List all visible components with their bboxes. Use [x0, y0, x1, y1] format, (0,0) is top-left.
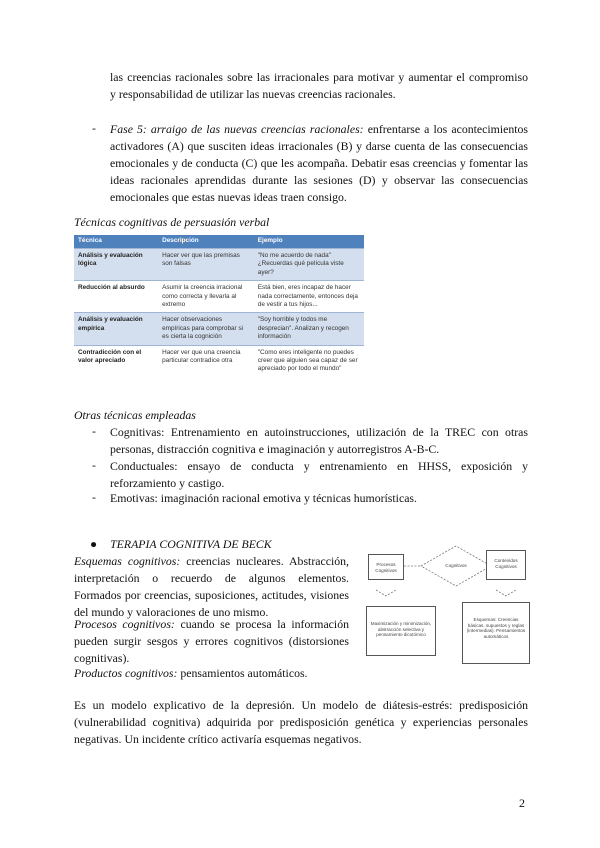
header-descripcion: Descripción — [158, 235, 254, 249]
cell-tecnica: Contradicción con el valor apreciado — [74, 345, 158, 385]
otras-item-cognitivas — [110, 424, 528, 458]
header-ejemplo: Ejemplo — [254, 235, 364, 249]
arrow-down-left-icon — [376, 590, 396, 596]
table-row — [74, 313, 364, 345]
bullet-dash: - — [92, 458, 96, 472]
cell-descripcion: Hacer observaciones empíricas para comprobar si es cierta la cognición — [158, 313, 254, 345]
techniques-table — [74, 235, 364, 385]
cell-descripcion: Asumir la creencia irracional como correcta y llevarla al extremo — [158, 281, 254, 313]
bullet-dash: - — [92, 490, 96, 504]
beck-procesos — [74, 616, 349, 667]
cell-tecnica: Análisis y evaluación empírica — [74, 313, 158, 345]
beck-productos — [74, 665, 349, 682]
otras-title: Otras técnicas empleadas — [74, 408, 196, 422]
table-header-row — [74, 235, 364, 249]
table-title: Técnicas cognitivas de persuasión verbal — [74, 215, 270, 229]
box-bottom-right: Esquemas: Creencias básicas, supuestos y reglas (intermedias). Pensamientos automáticos — [462, 602, 530, 664]
cell-descripcion: Hacer ver que una creencia particular contradice otra — [158, 345, 254, 385]
bullet-dot-icon: ● — [90, 537, 98, 551]
intro-line-1: las creencias racionales sobre las irracionales para motivar y aumentar el compromiso — [110, 70, 528, 84]
cell-ejemplo: "Como eres inteligente no puedes creer que alguien sea capaz de ser apreciado por todo el mundo" — [254, 345, 364, 385]
cell-descripcion: Hacer ver que las premisas son falsas — [158, 249, 254, 281]
beck-heading-row — [90, 536, 350, 553]
intro-paragraph — [110, 69, 528, 103]
item-label: Cognitivas: — [110, 425, 165, 439]
box-contenidos: Contenidos Cognitivos — [486, 550, 526, 580]
cell-tecnica: Análisis y evaluación lógica — [74, 249, 158, 281]
procesos-text: cuando se procesa la información pueden surgir sesgos y errores cognitivos (distorsiones cognitivas). — [74, 617, 349, 665]
phase5-text: enfrentarse a los acontecimientos activadores (A) que susciten ideas irracionales (B) y darse cuenta de las consecuencias emocionales y de conducta (C) que les acompaña. Debatir esas creencias y fomentar las ideas racionales aprendidas durante las sesiones (D) y observar las consecuencias emocionales que estas nuevas ideas traen consigo. — [110, 122, 529, 204]
cell-ejemplo: "Soy horrible y todos me desprecian". Analizan y recogen información — [254, 313, 364, 345]
item-text: ensayo de conducta y entrenamiento en HHSS, exposición y reforzamiento y castigo. — [110, 459, 528, 490]
final-paragraph: Es un modelo explicativo de la depresión. Un modelo de diátesis-estrés: predisposición (vulnerabilidad cognitiva) adquirida por predisposición genética y experiencias personales negativas. Un incidente crítico activaría esquemas negativos. — [74, 698, 528, 746]
phase5-title: Fase 5: arraigo de las nuevas creencias racionales: — [110, 122, 364, 136]
bullet-dash: - — [92, 424, 96, 438]
beck-esquemas — [74, 553, 349, 621]
bullet-dash: - — [92, 121, 96, 135]
item-label: Emotivas: — [110, 491, 158, 505]
intro-line-2: y responsabilidad de utilizar las nuevas creencias racionales. — [110, 87, 396, 101]
table-row — [74, 345, 364, 385]
arrow-down-right-icon — [496, 590, 516, 596]
productos-label: Productos cognitivos: — [74, 666, 178, 680]
beck-heading: TERAPIA COGNITIVA DE BECK — [110, 537, 272, 551]
table-row — [74, 249, 364, 281]
cell-tecnica: Reducción al absurdo — [74, 281, 158, 313]
item-text: imaginación racional emotiva y técnicas humorísticas. — [160, 491, 417, 505]
esquemas-text: creencias nucleares. Abstracción, interpretación o recuerdo de algunos elementos. Formados por creencias, suposiciones, actitudes, visiones del mundo y valoraciones de uno mismo. — [74, 554, 349, 619]
box-bottom-left: Maximización y minimización, abstracción selectiva y pensamiento dicotómico — [366, 606, 436, 656]
box-procesos: Procesos Cognitivos — [368, 554, 404, 580]
cell-ejemplo: Está bien, eres incapaz de hacer nada correctamente, entonces deja de vestir a tus hijos... — [254, 281, 364, 313]
phase5-paragraph — [110, 121, 528, 206]
table-row — [74, 281, 364, 313]
item-text: Entrenamiento en autoinstrucciones, utilización de la TREC con otras personas, distracción cognitiva e imaginación y autorregistros A-B-C. — [110, 425, 528, 456]
header-tecnica: Técnica — [74, 235, 158, 249]
productos-text: pensamientos automáticos. — [180, 666, 308, 680]
otras-item-emotivas — [110, 490, 528, 507]
otras-item-conductuales — [110, 458, 528, 492]
esquemas-label: Esquemas cognitivos: — [74, 554, 181, 568]
cell-ejemplo: "No me acuerdo de nada" ¿Recuerdas qué película viste ayer? — [254, 249, 364, 281]
box-cognitivos: Cognitivos — [445, 563, 467, 568]
item-label: Conductuales: — [110, 459, 178, 473]
cognitive-model-diagram — [366, 536, 530, 666]
procesos-label: Procesos cognitivos: — [74, 617, 175, 631]
page-number: 2 — [519, 796, 525, 810]
